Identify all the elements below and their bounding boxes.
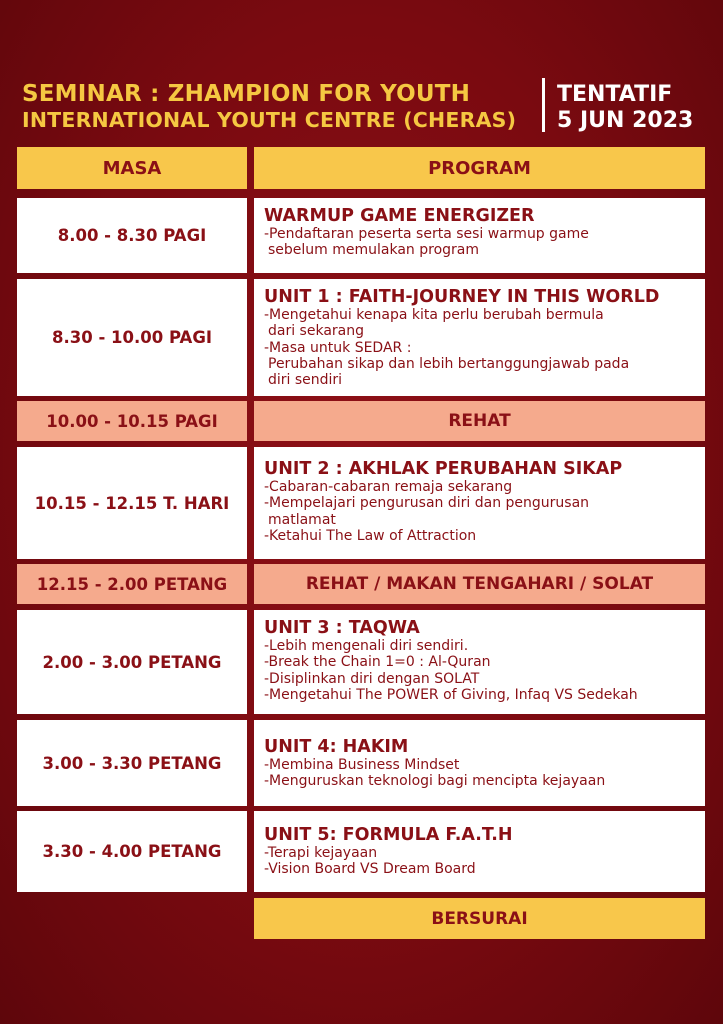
program-line: -Pendaftaran peserta serta sesi warmup game xyxy=(264,226,589,242)
program-cell xyxy=(254,198,705,273)
column-header-time: MASA xyxy=(17,147,247,189)
program-line: -Menguruskan teknologi bagi mencipta kejayaan xyxy=(264,773,606,790)
time-cell: 12.15 - 2.00 PETANG xyxy=(17,564,247,604)
event-date: 5 JUN 2023 xyxy=(557,108,694,133)
break-label: REHAT / MAKAN TENGAHARI / SOLAT xyxy=(254,564,705,604)
title-line-1: SEMINAR : ZHAMPION FOR YOUTH xyxy=(22,81,471,107)
time-cell: 8.00 - 8.30 PAGI xyxy=(17,198,247,273)
time-cell: 10.15 - 12.15 T. HARI xyxy=(17,447,247,559)
program-line: Perubahan sikap dan lebih bertanggungjawab pada xyxy=(268,355,630,372)
program-title: UNIT 5: FORMULA F.A.T.H xyxy=(264,825,513,845)
time-cell: 8.30 - 10.00 PAGI xyxy=(17,279,247,396)
break-label: REHAT xyxy=(254,401,705,441)
program-cell xyxy=(254,447,705,559)
program-line: -Vision Board VS Dream Board xyxy=(264,861,476,878)
event-title xyxy=(22,80,516,134)
time-cell: 10.00 - 10.15 PAGI xyxy=(17,401,247,441)
program-line: -Mengetahui The POWER of Giving, Infaq VS Sedekah xyxy=(264,686,638,703)
program-line: -Terapi kejayaan xyxy=(264,845,378,861)
program-line: sebelum memulakan program xyxy=(268,242,480,259)
program-cell xyxy=(254,610,705,714)
program-line: -Disiplinkan diri dengan SOLAT xyxy=(264,670,480,687)
page-header xyxy=(0,78,723,138)
time-cell: 2.00 - 3.00 PETANG xyxy=(17,610,247,714)
program-line: -Membina Business Mindset xyxy=(264,757,460,773)
program-line: -Break the Chain 1=0 : Al-Quran xyxy=(264,654,491,671)
program-line: dari sekarang xyxy=(268,323,365,340)
program-title: UNIT 1 : FAITH-JOURNEY IN THIS WORLD xyxy=(264,287,660,307)
program-line: -Mengetahui kenapa kita perlu berubah bermula xyxy=(264,307,604,323)
program-line: diri sendiri xyxy=(268,372,343,389)
program-line: matlamat xyxy=(268,511,336,528)
program-cell xyxy=(254,811,705,892)
closing-label: BERSURAI xyxy=(254,898,705,939)
program-line: -Lebih mengenali diri sendiri. xyxy=(264,638,469,654)
program-line: -Ketahui The Law of Attraction xyxy=(264,527,477,544)
program-cell xyxy=(254,279,705,396)
tentative-tag xyxy=(557,82,693,134)
program-line: -Masa untuk SEDAR : xyxy=(264,339,412,356)
program-title: WARMUP GAME ENERGIZER xyxy=(264,206,535,226)
program-title: UNIT 4: HAKIM xyxy=(264,737,409,757)
tentative-label: TENTATIF xyxy=(557,82,673,107)
program-line: -Cabaran-cabaran remaja sekarang xyxy=(264,479,513,495)
program-cell xyxy=(254,720,705,806)
title-line-2: INTERNATIONAL YOUTH CENTRE (CHERAS) xyxy=(22,108,517,132)
time-cell: 3.30 - 4.00 PETANG xyxy=(17,811,247,892)
program-title: UNIT 3 : TAQWA xyxy=(264,618,420,638)
program-title: UNIT 2 : AKHLAK PERUBAHAN SIKAP xyxy=(264,459,623,479)
header-divider xyxy=(542,78,545,132)
column-header-program: PROGRAM xyxy=(254,147,705,189)
program-line: -Mempelajari pengurusan diri dan pengurusan xyxy=(264,495,590,512)
time-cell: 3.00 - 3.30 PETANG xyxy=(17,720,247,806)
